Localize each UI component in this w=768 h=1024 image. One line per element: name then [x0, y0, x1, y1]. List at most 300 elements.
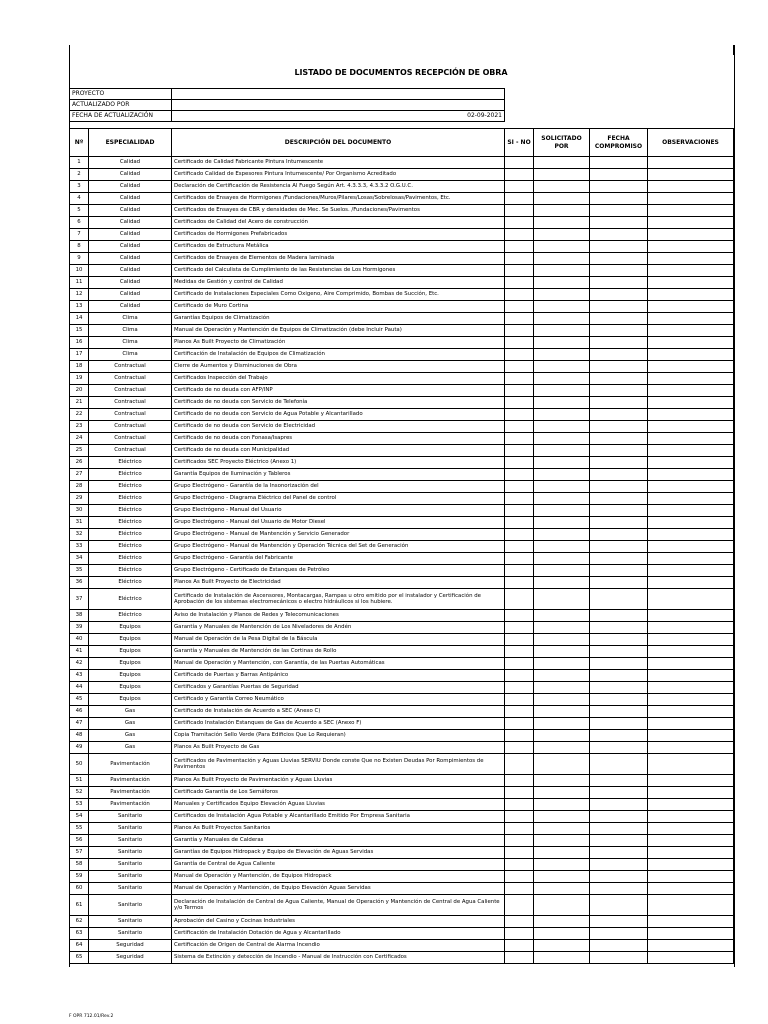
row-fecha-compromiso[interactable]	[590, 823, 648, 835]
table-row	[70, 445, 734, 457]
row-si-no[interactable]	[505, 847, 534, 859]
row-si-no[interactable]	[505, 397, 534, 409]
row-fecha-compromiso[interactable]	[590, 421, 648, 433]
row-fecha-compromiso[interactable]	[590, 634, 648, 646]
row-solicitado[interactable]	[534, 325, 590, 337]
row-fecha-compromiso[interactable]	[590, 433, 648, 445]
row-especialidad: Equipos	[89, 682, 172, 694]
row-solicitado[interactable]	[534, 397, 590, 409]
row-number: 54	[70, 811, 89, 823]
row-observaciones[interactable]	[648, 421, 734, 433]
row-observaciones[interactable]	[648, 610, 734, 622]
row-fecha-compromiso[interactable]	[590, 622, 648, 634]
row-solicitado[interactable]	[534, 181, 590, 193]
row-si-no[interactable]	[505, 181, 534, 193]
row-si-no[interactable]	[505, 622, 534, 634]
row-solicitado[interactable]	[534, 742, 590, 754]
row-si-no[interactable]	[505, 445, 534, 457]
row-fecha-compromiso[interactable]	[590, 589, 648, 610]
row-fecha-compromiso[interactable]	[590, 859, 648, 871]
row-solicitado[interactable]	[534, 754, 590, 775]
row-fecha-compromiso[interactable]	[590, 835, 648, 847]
row-fecha-compromiso[interactable]	[590, 577, 648, 589]
row-observaciones[interactable]	[648, 505, 734, 517]
row-observaciones[interactable]	[648, 205, 734, 217]
row-si-no[interactable]	[505, 505, 534, 517]
row-si-no[interactable]	[505, 928, 534, 940]
row-observaciones[interactable]	[648, 193, 734, 205]
row-observaciones[interactable]	[648, 895, 734, 916]
row-solicitado[interactable]	[534, 577, 590, 589]
row-si-no[interactable]	[505, 823, 534, 835]
row-fecha-compromiso[interactable]	[590, 529, 648, 541]
row-solicitado[interactable]	[534, 409, 590, 421]
fecha-value[interactable]: 02-09-2021	[172, 111, 505, 122]
row-observaciones[interactable]	[648, 565, 734, 577]
row-fecha-compromiso[interactable]	[590, 445, 648, 457]
row-number: 56	[70, 835, 89, 847]
row-solicitado[interactable]	[534, 811, 590, 823]
row-si-no[interactable]	[505, 952, 534, 964]
row-si-no[interactable]	[505, 157, 534, 169]
row-number: 34	[70, 553, 89, 565]
row-fecha-compromiso[interactable]	[590, 493, 648, 505]
row-fecha-compromiso[interactable]	[590, 253, 648, 265]
row-observaciones[interactable]	[648, 754, 734, 775]
row-observaciones[interactable]	[648, 823, 734, 835]
row-especialidad: Contractual	[89, 445, 172, 457]
row-si-no[interactable]	[505, 337, 534, 349]
row-number: 9	[70, 253, 89, 265]
row-solicitado[interactable]	[534, 670, 590, 682]
row-si-no[interactable]	[505, 541, 534, 553]
row-solicitado[interactable]	[534, 646, 590, 658]
row-fecha-compromiso[interactable]	[590, 610, 648, 622]
row-fecha-compromiso[interactable]	[590, 928, 648, 940]
row-solicitado[interactable]	[534, 589, 590, 610]
row-si-no[interactable]	[505, 241, 534, 253]
row-descripcion: Planos As Built Proyectos Sanitarios	[172, 823, 505, 835]
row-si-no[interactable]	[505, 349, 534, 361]
row-si-no[interactable]	[505, 373, 534, 385]
row-solicitado[interactable]	[534, 634, 590, 646]
row-observaciones[interactable]	[648, 433, 734, 445]
row-solicitado[interactable]	[534, 787, 590, 799]
row-observaciones[interactable]	[648, 169, 734, 181]
row-fecha-compromiso[interactable]	[590, 883, 648, 895]
row-observaciones[interactable]	[648, 835, 734, 847]
row-si-no[interactable]	[505, 205, 534, 217]
row-solicitado[interactable]	[534, 706, 590, 718]
row-si-no[interactable]	[505, 787, 534, 799]
row-fecha-compromiso[interactable]	[590, 481, 648, 493]
row-si-no[interactable]	[505, 916, 534, 928]
row-solicitado[interactable]	[534, 169, 590, 181]
row-observaciones[interactable]	[648, 646, 734, 658]
row-solicitado[interactable]	[534, 553, 590, 565]
row-fecha-compromiso[interactable]	[590, 349, 648, 361]
row-observaciones[interactable]	[648, 730, 734, 742]
row-solicitado[interactable]	[534, 193, 590, 205]
row-solicitado[interactable]	[534, 916, 590, 928]
row-fecha-compromiso[interactable]	[590, 706, 648, 718]
row-solicitado[interactable]	[534, 229, 590, 241]
row-especialidad: Sanitario	[89, 847, 172, 859]
row-solicitado[interactable]	[534, 565, 590, 577]
row-solicitado[interactable]	[534, 928, 590, 940]
row-solicitado[interactable]	[534, 541, 590, 553]
row-solicitado[interactable]	[534, 730, 590, 742]
row-fecha-compromiso[interactable]	[590, 409, 648, 421]
documents-table	[69, 128, 734, 964]
row-si-no[interactable]	[505, 325, 534, 337]
row-observaciones[interactable]	[648, 373, 734, 385]
row-fecha-compromiso[interactable]	[590, 265, 648, 277]
row-si-no[interactable]	[505, 577, 534, 589]
row-observaciones[interactable]	[648, 493, 734, 505]
row-observaciones[interactable]	[648, 577, 734, 589]
row-observaciones[interactable]	[648, 301, 734, 313]
row-observaciones[interactable]	[648, 952, 734, 964]
row-si-no[interactable]	[505, 775, 534, 787]
row-solicitado[interactable]	[534, 301, 590, 313]
row-observaciones[interactable]	[648, 718, 734, 730]
row-si-no[interactable]	[505, 301, 534, 313]
row-si-no[interactable]	[505, 193, 534, 205]
row-solicitado[interactable]	[534, 433, 590, 445]
row-fecha-compromiso[interactable]	[590, 193, 648, 205]
row-solicitado[interactable]	[534, 217, 590, 229]
row-descripcion: Certificados de Ensayes de CBR y densidades de Mec. Se Suelos. /Fundaciones/Pavimentos	[172, 205, 505, 217]
row-si-no[interactable]	[505, 694, 534, 706]
row-fecha-compromiso[interactable]	[590, 775, 648, 787]
row-observaciones[interactable]	[648, 928, 734, 940]
row-observaciones[interactable]	[648, 787, 734, 799]
row-si-no[interactable]	[505, 469, 534, 481]
row-solicitado[interactable]	[534, 835, 590, 847]
row-fecha-compromiso[interactable]	[590, 718, 648, 730]
row-si-no[interactable]	[505, 289, 534, 301]
fecha-label: FECHA DE ACTUALIZACIÓN	[70, 111, 172, 122]
row-si-no[interactable]	[505, 742, 534, 754]
row-solicitado[interactable]	[534, 289, 590, 301]
row-solicitado[interactable]	[534, 241, 590, 253]
row-si-no[interactable]	[505, 217, 534, 229]
row-fecha-compromiso[interactable]	[590, 301, 648, 313]
row-si-no[interactable]	[505, 895, 534, 916]
row-fecha-compromiso[interactable]	[590, 277, 648, 289]
row-si-no[interactable]	[505, 565, 534, 577]
row-solicitado[interactable]	[534, 529, 590, 541]
row-especialidad: Clima	[89, 325, 172, 337]
row-fecha-compromiso[interactable]	[590, 787, 648, 799]
row-solicitado[interactable]	[534, 940, 590, 952]
row-solicitado[interactable]	[534, 859, 590, 871]
header-observaciones: OBSERVACIONES	[648, 129, 734, 157]
row-fecha-compromiso[interactable]	[590, 205, 648, 217]
row-solicitado[interactable]	[534, 871, 590, 883]
row-fecha-compromiso[interactable]	[590, 658, 648, 670]
row-observaciones[interactable]	[648, 397, 734, 409]
row-solicitado[interactable]	[534, 775, 590, 787]
row-observaciones[interactable]	[648, 847, 734, 859]
row-number: 13	[70, 301, 89, 313]
row-si-no[interactable]	[505, 610, 534, 622]
row-number: 14	[70, 313, 89, 325]
row-especialidad: Eléctrico	[89, 589, 172, 610]
row-observaciones[interactable]	[648, 229, 734, 241]
row-solicitado[interactable]	[534, 718, 590, 730]
row-si-no[interactable]	[505, 553, 534, 565]
row-fecha-compromiso[interactable]	[590, 694, 648, 706]
row-solicitado[interactable]	[534, 694, 590, 706]
row-observaciones[interactable]	[648, 883, 734, 895]
row-si-no[interactable]	[505, 169, 534, 181]
row-observaciones[interactable]	[648, 361, 734, 373]
row-si-no[interactable]	[505, 385, 534, 397]
row-observaciones[interactable]	[648, 811, 734, 823]
row-especialidad: Seguridad	[89, 940, 172, 952]
row-observaciones[interactable]	[648, 916, 734, 928]
row-number: 60	[70, 883, 89, 895]
row-fecha-compromiso[interactable]	[590, 313, 648, 325]
proyecto-value[interactable]	[172, 89, 505, 100]
row-fecha-compromiso[interactable]	[590, 646, 648, 658]
row-fecha-compromiso[interactable]	[590, 811, 648, 823]
row-observaciones[interactable]	[648, 589, 734, 610]
row-observaciones[interactable]	[648, 706, 734, 718]
row-observaciones[interactable]	[648, 940, 734, 952]
row-solicitado[interactable]	[534, 157, 590, 169]
row-si-no[interactable]	[505, 277, 534, 289]
row-solicitado[interactable]	[534, 505, 590, 517]
row-observaciones[interactable]	[648, 481, 734, 493]
row-si-no[interactable]	[505, 811, 534, 823]
row-fecha-compromiso[interactable]	[590, 670, 648, 682]
row-observaciones[interactable]	[648, 742, 734, 754]
table-row	[70, 682, 734, 694]
row-fecha-compromiso[interactable]	[590, 289, 648, 301]
row-observaciones[interactable]	[648, 385, 734, 397]
row-observaciones[interactable]	[648, 658, 734, 670]
row-solicitado[interactable]	[534, 349, 590, 361]
row-observaciones[interactable]	[648, 775, 734, 787]
row-number: 58	[70, 859, 89, 871]
row-observaciones[interactable]	[648, 325, 734, 337]
row-si-no[interactable]	[505, 529, 534, 541]
row-si-no[interactable]	[505, 253, 534, 265]
row-si-no[interactable]	[505, 409, 534, 421]
row-si-no[interactable]	[505, 646, 534, 658]
actualizado-value[interactable]	[172, 100, 505, 111]
row-solicitado[interactable]	[534, 658, 590, 670]
row-si-no[interactable]	[505, 265, 534, 277]
row-solicitado[interactable]	[534, 952, 590, 964]
row-solicitado[interactable]	[534, 313, 590, 325]
row-fecha-compromiso[interactable]	[590, 469, 648, 481]
row-fecha-compromiso[interactable]	[590, 169, 648, 181]
row-fecha-compromiso[interactable]	[590, 847, 648, 859]
row-observaciones[interactable]	[648, 469, 734, 481]
meta-table	[69, 88, 505, 122]
row-fecha-compromiso[interactable]	[590, 397, 648, 409]
row-observaciones[interactable]	[648, 541, 734, 553]
row-solicitado[interactable]	[534, 622, 590, 634]
row-si-no[interactable]	[505, 940, 534, 952]
row-si-no[interactable]	[505, 589, 534, 610]
row-si-no[interactable]	[505, 493, 534, 505]
row-observaciones[interactable]	[648, 694, 734, 706]
row-observaciones[interactable]	[648, 622, 734, 634]
row-solicitado[interactable]	[534, 847, 590, 859]
row-fecha-compromiso[interactable]	[590, 505, 648, 517]
row-solicitado[interactable]	[534, 481, 590, 493]
header-num: Nº	[70, 129, 89, 157]
row-fecha-compromiso[interactable]	[590, 385, 648, 397]
row-si-no[interactable]	[505, 517, 534, 529]
row-observaciones[interactable]	[648, 313, 734, 325]
row-si-no[interactable]	[505, 421, 534, 433]
row-si-no[interactable]	[505, 718, 534, 730]
row-descripcion: Certificados de Ensayes de Hormigones /Fundaciones/Muros/Pilares/Losas/Sobrelosas/Pavimentos, Etc.	[172, 193, 505, 205]
row-solicitado[interactable]	[534, 277, 590, 289]
table-row	[70, 634, 734, 646]
row-number: 39	[70, 622, 89, 634]
row-si-no[interactable]	[505, 634, 534, 646]
row-observaciones[interactable]	[648, 265, 734, 277]
row-solicitado[interactable]	[534, 517, 590, 529]
row-especialidad: Equipos	[89, 658, 172, 670]
table-row	[70, 553, 734, 565]
row-observaciones[interactable]	[648, 349, 734, 361]
row-especialidad: Pavimentación	[89, 799, 172, 811]
row-fecha-compromiso[interactable]	[590, 373, 648, 385]
row-si-no[interactable]	[505, 670, 534, 682]
row-si-no[interactable]	[505, 313, 534, 325]
row-especialidad: Equipos	[89, 634, 172, 646]
row-observaciones[interactable]	[648, 859, 734, 871]
row-solicitado[interactable]	[534, 421, 590, 433]
row-solicitado[interactable]	[534, 682, 590, 694]
row-observaciones[interactable]	[648, 799, 734, 811]
row-descripcion: Planos As Built Proyecto de Climatización	[172, 337, 505, 349]
row-number: 30	[70, 505, 89, 517]
row-fecha-compromiso[interactable]	[590, 181, 648, 193]
row-si-no[interactable]	[505, 433, 534, 445]
row-solicitado[interactable]	[534, 265, 590, 277]
row-observaciones[interactable]	[648, 634, 734, 646]
row-solicitado[interactable]	[534, 205, 590, 217]
row-number: 59	[70, 871, 89, 883]
row-solicitado[interactable]	[534, 385, 590, 397]
row-solicitado[interactable]	[534, 823, 590, 835]
row-si-no[interactable]	[505, 730, 534, 742]
row-fecha-compromiso[interactable]	[590, 553, 648, 565]
row-si-no[interactable]	[505, 481, 534, 493]
row-fecha-compromiso[interactable]	[590, 730, 648, 742]
row-si-no[interactable]	[505, 658, 534, 670]
row-observaciones[interactable]	[648, 457, 734, 469]
row-si-no[interactable]	[505, 457, 534, 469]
row-observaciones[interactable]	[648, 337, 734, 349]
row-si-no[interactable]	[505, 883, 534, 895]
row-fecha-compromiso[interactable]	[590, 217, 648, 229]
row-fecha-compromiso[interactable]	[590, 565, 648, 577]
row-fecha-compromiso[interactable]	[590, 682, 648, 694]
row-observaciones[interactable]	[648, 670, 734, 682]
row-si-no[interactable]	[505, 754, 534, 775]
row-descripcion: Grupo Electrógeno - Diagrama Eléctrico del Panel de control	[172, 493, 505, 505]
row-fecha-compromiso[interactable]	[590, 742, 648, 754]
row-solicitado[interactable]	[534, 457, 590, 469]
row-fecha-compromiso[interactable]	[590, 457, 648, 469]
row-si-no[interactable]	[505, 859, 534, 871]
row-observaciones[interactable]	[648, 157, 734, 169]
row-fecha-compromiso[interactable]	[590, 754, 648, 775]
row-si-no[interactable]	[505, 706, 534, 718]
row-fecha-compromiso[interactable]	[590, 871, 648, 883]
row-fecha-compromiso[interactable]	[590, 952, 648, 964]
row-si-no[interactable]	[505, 799, 534, 811]
row-observaciones[interactable]	[648, 217, 734, 229]
row-observaciones[interactable]	[648, 517, 734, 529]
row-observaciones[interactable]	[648, 253, 734, 265]
row-solicitado[interactable]	[534, 445, 590, 457]
row-fecha-compromiso[interactable]	[590, 916, 648, 928]
row-solicitado[interactable]	[534, 373, 590, 385]
row-number: 28	[70, 481, 89, 493]
row-number: 61	[70, 895, 89, 916]
row-especialidad: Pavimentación	[89, 754, 172, 775]
row-fecha-compromiso[interactable]	[590, 229, 648, 241]
row-solicitado[interactable]	[534, 610, 590, 622]
row-fecha-compromiso[interactable]	[590, 940, 648, 952]
row-observaciones[interactable]	[648, 289, 734, 301]
row-fecha-compromiso[interactable]	[590, 517, 648, 529]
row-observaciones[interactable]	[648, 277, 734, 289]
row-fecha-compromiso[interactable]	[590, 361, 648, 373]
row-observaciones[interactable]	[648, 181, 734, 193]
row-solicitado[interactable]	[534, 883, 590, 895]
row-observaciones[interactable]	[648, 871, 734, 883]
row-solicitado[interactable]	[534, 337, 590, 349]
row-fecha-compromiso[interactable]	[590, 895, 648, 916]
row-solicitado[interactable]	[534, 799, 590, 811]
row-solicitado[interactable]	[534, 895, 590, 916]
row-observaciones[interactable]	[648, 445, 734, 457]
row-observaciones[interactable]	[648, 409, 734, 421]
row-fecha-compromiso[interactable]	[590, 541, 648, 553]
row-observaciones[interactable]	[648, 682, 734, 694]
row-si-no[interactable]	[505, 871, 534, 883]
row-fecha-compromiso[interactable]	[590, 241, 648, 253]
row-si-no[interactable]	[505, 835, 534, 847]
row-fecha-compromiso[interactable]	[590, 799, 648, 811]
row-observaciones[interactable]	[648, 553, 734, 565]
row-observaciones[interactable]	[648, 529, 734, 541]
row-solicitado[interactable]	[534, 493, 590, 505]
row-fecha-compromiso[interactable]	[590, 325, 648, 337]
row-solicitado[interactable]	[534, 361, 590, 373]
row-fecha-compromiso[interactable]	[590, 337, 648, 349]
row-si-no[interactable]	[505, 682, 534, 694]
row-si-no[interactable]	[505, 361, 534, 373]
row-fecha-compromiso[interactable]	[590, 157, 648, 169]
row-observaciones[interactable]	[648, 241, 734, 253]
row-solicitado[interactable]	[534, 469, 590, 481]
row-si-no[interactable]	[505, 229, 534, 241]
row-solicitado[interactable]	[534, 253, 590, 265]
